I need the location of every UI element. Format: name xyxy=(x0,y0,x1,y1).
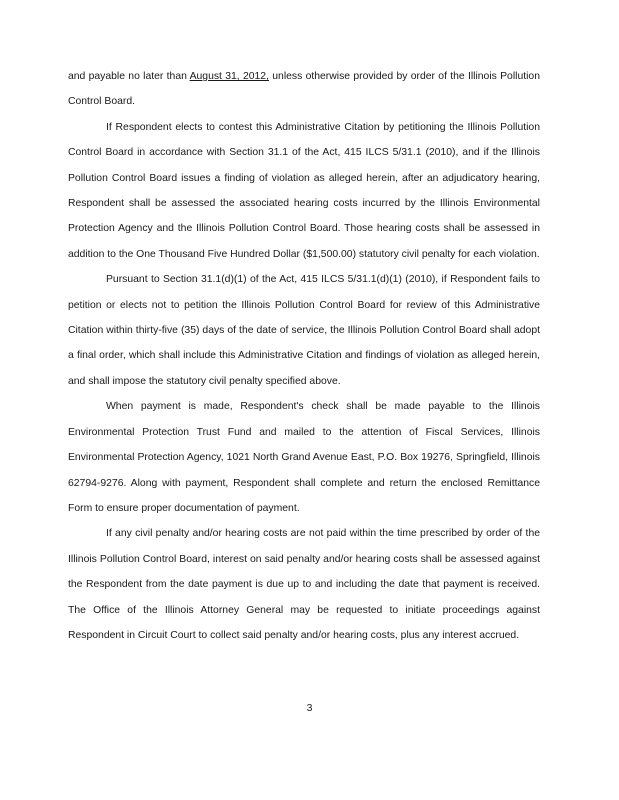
paragraph-final-order: Pursuant to Section 31.1(d)(1) of the Act, 415 ILCS 5/31.1(d)(1) (2010), if Respondent fails to petition or elects not to petition the Illinois Pollution Control Board for review of this Administrative Citation within thirty-five (35) days of the date of service, the Illinois Pollution Control Board shall adopt a final order, which shall include this Administrative Citation and findings of violation as alleged herein, and shall impose the statutory civil penalty specified above. xyxy=(68,274,540,387)
paragraph-text-pre: and payable no later than xyxy=(68,71,190,82)
paragraph-payment-deadline xyxy=(68,64,540,115)
paragraph-text-post: unless otherwise provided by order of the Illinois Pollution Control Board. xyxy=(68,71,540,108)
document-body xyxy=(68,64,540,648)
due-date: August 31, 2012, xyxy=(189,71,269,82)
paragraph-interest-collection: If any civil penalty and/or hearing costs are not paid within the time prescribed by order of the Illinois Pollution Control Board, interest on said penalty and/or hearing costs shall be assessed against the Respondent from the date payment is due up to and including the date that payment is received. The Office of the Illinois Attorney General may be requested to initiate proceedings against Respondent in Circuit Court to collect said penalty and/or hearing costs, plus any interest accrued. xyxy=(68,528,540,641)
page-number: 3 xyxy=(306,703,313,714)
paragraph-payment-instructions: When payment is made, Respondent's check shall be made payable to the Illinois Environmental Protection Trust Fund and mailed to the attention of Fiscal Services, Illinois Environmental Protection Agency, 1021 North Grand Avenue East, P.O. Box 19276, Springfield, Illinois 62794-9276. Along with payment, Respondent shall complete and return the enclosed Remittance Form to ensure proper documentation of payment. xyxy=(68,401,540,514)
paragraph-contest-citation: If Respondent elects to contest this Administrative Citation by petitioning the Illinois Pollution Control Board in accordance with Section 31.1 of the Act, 415 ILCS 5/31.1 (2010), and if the Illinois Pollution Control Board issues a finding of violation as alleged herein, after an adjudicatory hearing, Respondent shall be assessed the associated hearing costs incurred by the Illinois Environmental Protection Agency and the Illinois Pollution Control Board. Those hearing costs shall be assessed in addition to the One Thousand Five Hundred Dollar ($1,500.00) statutory civil penalty for each violation. xyxy=(68,121,540,260)
